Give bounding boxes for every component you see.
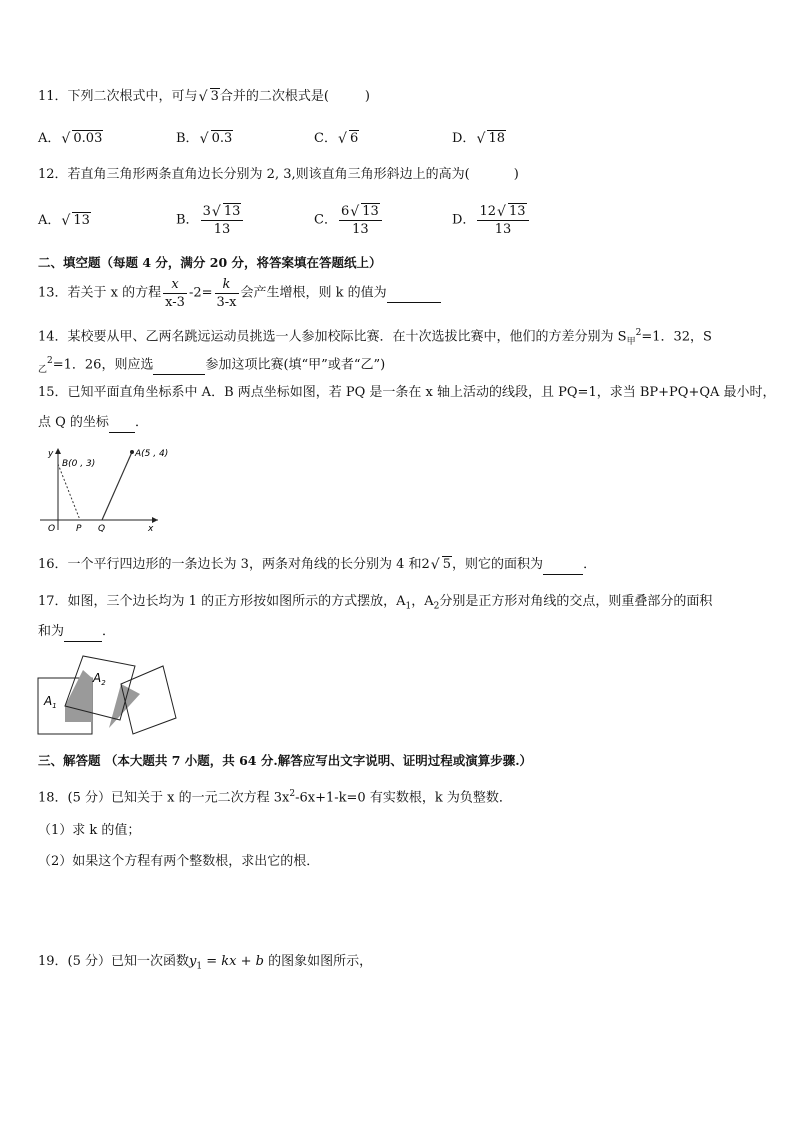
segment-bp	[58, 464, 80, 520]
q13-answer-blank	[387, 284, 441, 303]
q11-stem: 11．下列二次根式中，可与 √ 3合并的二次根式是( )	[38, 89, 370, 105]
q14-line1: 14．某校要从甲、乙两名跳远运动员挑选一人参加校际比赛．在十次选拔比赛中，他们的方差分别为 $S_甲^2=1$．32，S	[38, 328, 712, 347]
q12-option-d: D． 12 √ 13 13	[452, 203, 531, 238]
point-b-label: B(0 , 3)	[62, 459, 96, 469]
q17-line1: 17．如图，三个边长均为 1 的正方形按如图所示的方式摆放，$A_1$，$A_2$分别是正方形对角线的交点，则重叠部分的面积	[38, 594, 713, 612]
q11-option-a: A． √ 0.03	[38, 131, 103, 147]
q17-answer-blank	[64, 623, 102, 642]
a1-label: $A_1$	[44, 694, 57, 710]
segment-qa	[102, 452, 132, 520]
q11-option-c: C． √ 6	[314, 131, 359, 147]
sqrt-symbol: √ 3	[198, 89, 219, 105]
shaded-region-2	[109, 684, 140, 728]
q14-answer-blank	[153, 356, 205, 375]
point-p-label: P	[76, 524, 82, 534]
q16-answer-blank	[543, 556, 583, 575]
q15-answer-blank	[109, 414, 135, 433]
q17-squares-figure	[34, 652, 184, 742]
q15-line1: 15．已知平面直角坐标系中 A．B 两点坐标如图，若 PQ 是一条在 x 轴上活动的线段，且 PQ=1，求当 BP+PQ+QA 最小时，	[38, 385, 776, 400]
q13-stem: 13．若关于 x 的方程 $\frac{x}{x-3}$ -2= $\frac{k}{3-x}$ 会产生增根，则 k 的值为	[38, 276, 441, 311]
a2-label: $A_2$	[93, 671, 106, 687]
q18-part-2: （2）如果这个方程有两个整数根，求出它的根．	[38, 854, 320, 869]
point-a	[130, 450, 134, 454]
q11-option-b: B． √ 0.3	[176, 131, 233, 147]
point-a-label: A(5 , 4)	[135, 449, 169, 459]
x-axis-label: x	[148, 524, 154, 534]
q18-stem: 18．(5 分）已知关于 x 的一元二次方程 $3x^2-6x+1-k=0$ 有实数根，k 为负整数．	[38, 789, 512, 806]
q19-stem: 19．(5 分）已知一次函数$y_1$ = kx + b 的图象如图所示，	[38, 954, 373, 972]
origin-label: O	[48, 524, 56, 534]
x-axis-arrow-icon	[152, 517, 158, 523]
q17-line2: 和为 ．	[38, 623, 115, 642]
q16-stem: 16．一个平行四边形的一条边长为 3，两条对角线的长分别为 4 和2 √ 5，则它的面积为 ．	[38, 557, 597, 573]
q15-coordinate-figure	[36, 444, 176, 536]
q12-option-c: C． 6 √ 13 13	[314, 203, 384, 238]
y-axis-arrow-icon	[55, 448, 61, 454]
section-2-heading: 二、填空题（每题 4 分，满分 20 分，将答案填在答题纸上）	[38, 255, 382, 270]
q14-line2: $_乙^2$=1．26，则应选 参加这项比赛(填“甲”或者“乙”)	[38, 356, 386, 375]
q18-part-1: （1）求 k 的值；	[38, 823, 141, 838]
q12-stem: 12．若直角三角形两条直角边长分别为 2, 3,则该直角三角形斜边上的高为( )	[38, 167, 519, 182]
q12-option-b: B． 3 √ 13 13	[176, 203, 245, 238]
section-3-heading: 三、解答题 （本大题共 7 小题，共 64 分.解答应写出文字说明、证明过程或演算步骤.）	[38, 753, 533, 768]
y-axis-label: y	[48, 449, 54, 459]
point-q-label: Q	[98, 524, 106, 534]
q12-option-a: A． √ 13	[38, 213, 90, 229]
q11-option-d: D． √ 18	[452, 131, 505, 147]
q15-line2: 点 Q 的坐标 ．	[38, 414, 148, 433]
